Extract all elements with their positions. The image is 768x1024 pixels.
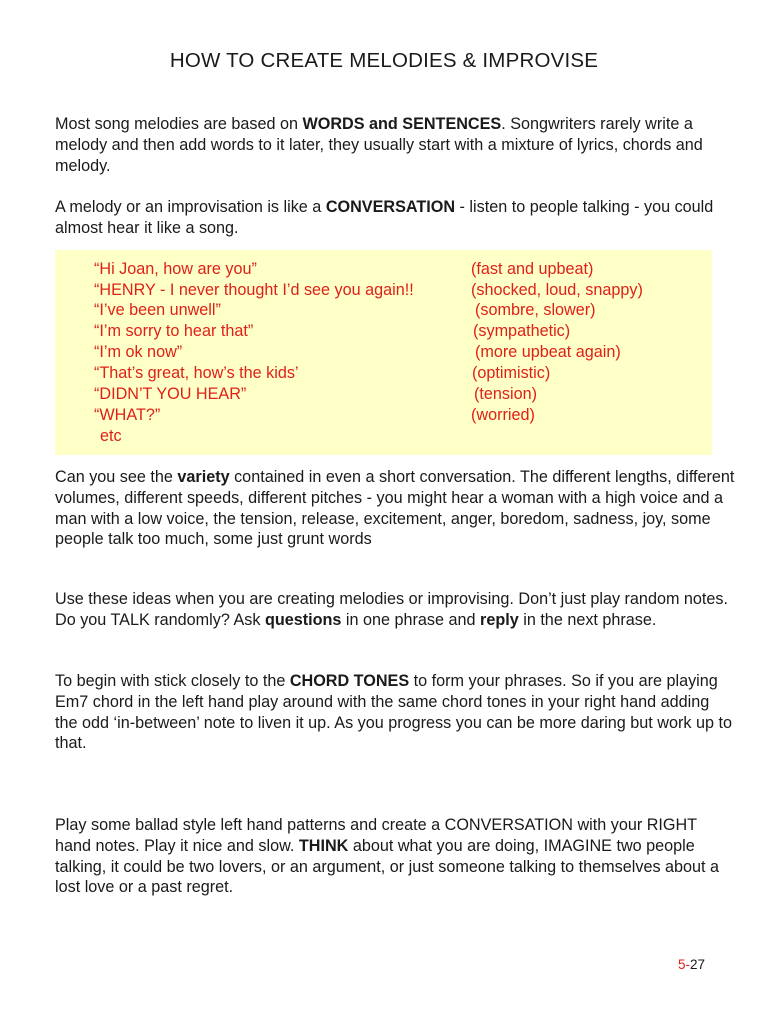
page-number-chapter: 5- <box>678 957 691 972</box>
dialogue-mood: (more upbeat again) <box>475 343 621 361</box>
dialogue-mood: (tension) <box>474 385 537 403</box>
dialogue-quote: “DIDN’T YOU HEAR” <box>94 385 247 403</box>
dialogue-quote: “I’ve been unwell” <box>94 301 221 319</box>
dialogue-mood: (sympathetic) <box>473 322 571 340</box>
ballad-paragraph: Play some ballad style left hand patterns and create a CONVERSATION with your RIGHT hand notes. Play it nice and slow. THINK about what you are doing, IMAGINE two people talking, it could be two lovers, or an argument, or just someone talking to themselves about a lost love or a past regret. <box>55 816 720 897</box>
dialogue-quote: “I’m ok now” <box>94 343 183 361</box>
dialogue-quote: “WHAT?” <box>94 406 161 424</box>
dialogue-quote: “Hi Joan, how are you” <box>94 260 257 278</box>
variety-paragraph: Can you see the variety contained in even a short conversation. The different lengths, different volumes, different speeds, different pitches - you might hear a woman with a high voice and a man with a low voice, the tension, release, excitement, anger, boredom, sadness, joy, some people talk too much, some just grunt words <box>55 468 735 549</box>
dialogue-mood: (optimistic) <box>472 364 551 382</box>
conversation-paragraph: A melody or an improvisation is like a CONVERSATION - listen to people talking - you could almost hear it like a song. <box>55 198 714 237</box>
dialogue-quote: “HENRY - I never thought I’d see you again!! <box>94 281 414 299</box>
page-number-page: 27 <box>690 957 706 972</box>
page-title: HOW TO CREATE MELODIES & IMPROVISE <box>169 49 599 72</box>
chord-tones-paragraph: To begin with stick closely to the CHORD TONES to form your phrases. So if you are playing Em7 chord in the left hand play around with the same chord tones in your right hand adding the odd ‘in-between’ note to liven it up. As you progress you can be more daring but work up to that. <box>55 672 732 753</box>
dialogue-mood: (sombre, slower) <box>475 301 596 319</box>
dialogue-mood: (worried) <box>471 406 535 424</box>
dialogue-mood: (fast and upbeat) <box>471 260 594 278</box>
dialogue-quote: “I’m sorry to hear that” <box>94 322 254 340</box>
ideas-paragraph: Use these ideas when you are creating melodies or improvising. Don’t just play random notes. Do you TALK randomly? Ask questions in one phrase and reply in the next phrase. <box>55 590 729 629</box>
dialogue-quote: “That’s great, how’s the kids’ <box>94 364 299 382</box>
dialogue-etc: etc <box>100 427 122 445</box>
page-number <box>678 957 705 973</box>
dialogue-box <box>55 250 712 455</box>
intro-paragraph: Most song melodies are based on WORDS and SENTENCES. Songwriters rarely write a melody and then add words to it later, they usually start with a mixture of lyrics, chords and melody. <box>55 115 703 175</box>
dialogue-mood: (shocked, loud, snappy) <box>471 281 643 299</box>
